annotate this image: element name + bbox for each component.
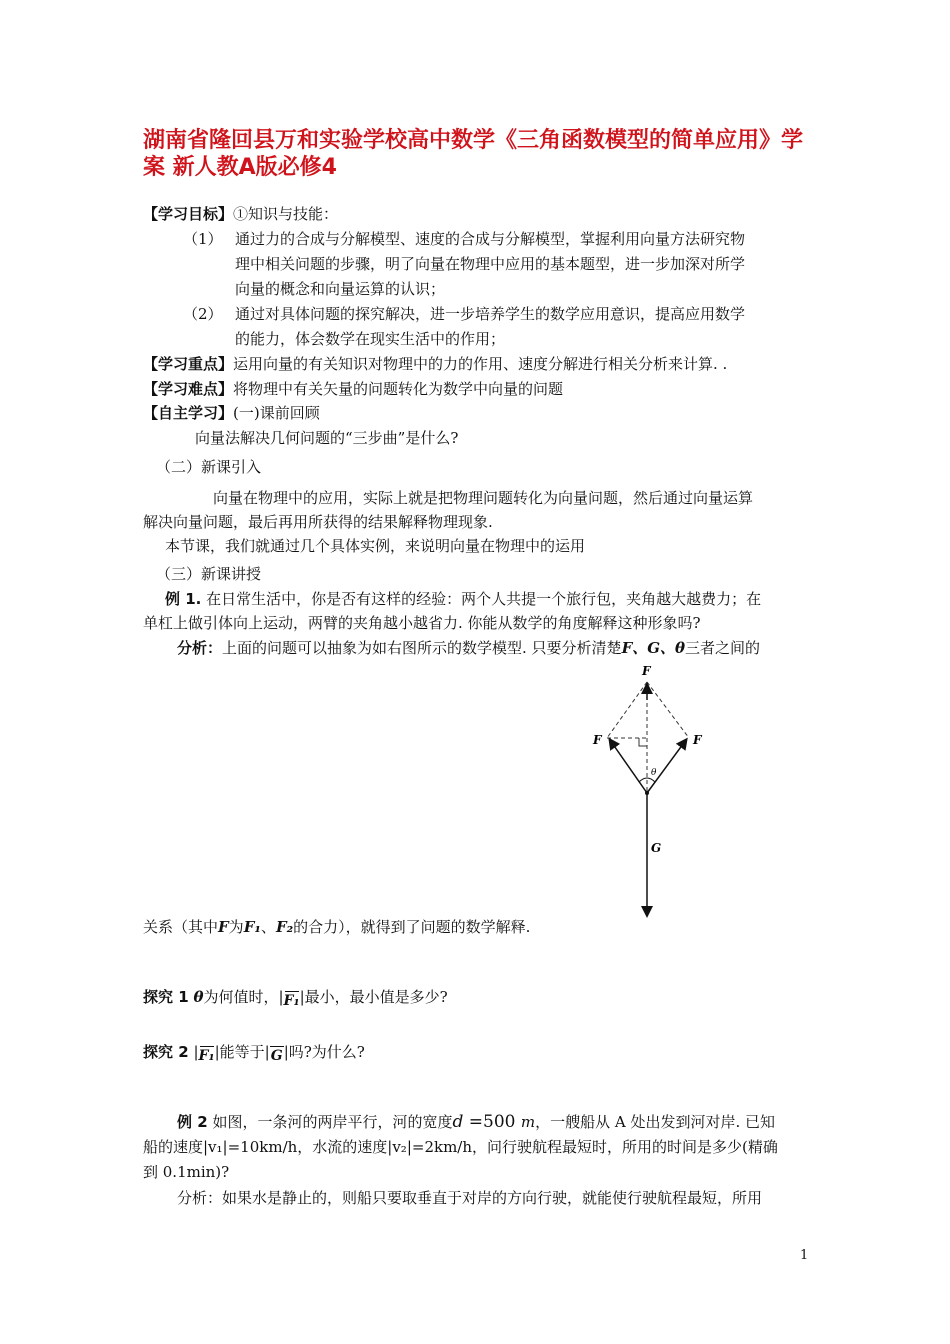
objectives-intro: ①知识与技能：	[233, 205, 339, 223]
vector-G-fraction	[270, 1044, 284, 1063]
page-number: 1	[800, 1248, 809, 1263]
cont-pre: 关系（其中	[143, 918, 219, 936]
example1-line1	[165, 587, 761, 611]
explore2-label: 探究 2	[143, 1043, 189, 1061]
objective-2-line2: 的能力，体会数学在现实生活中的作用；	[235, 330, 506, 348]
review-question: 向量法解决几何问题的“三步曲”是什么?	[195, 429, 459, 447]
force-right-arrow	[647, 740, 686, 793]
section-2-heading: （二）新课引入	[156, 458, 262, 476]
example2-line3: 到 0.1min)?	[143, 1163, 230, 1181]
example1-line2: 单杠上做引体向上运动，两臂的夹角越小越省力. 你能从数学的角度解释这种形象吗?	[143, 614, 701, 632]
doc-title-line1: 湖南省隆回县万和实验学校高中数学《三角函数模型的简单应用》学	[143, 128, 804, 153]
selfstudy-label: 【自主学习】	[143, 404, 234, 422]
objective-1-line1: 通过力的合成与分解模型、速度的合成与分解模型，掌握利用向量方法研究物	[235, 230, 746, 248]
analysis-variables: F、G、θ	[621, 639, 686, 657]
difficulty-row	[143, 377, 563, 401]
analysis-label: 分析：	[177, 639, 223, 657]
cont-F: F	[218, 918, 229, 936]
keypoint-label: 【学习重点】	[143, 355, 234, 373]
difficulty-label: 【学习难点】	[143, 380, 234, 398]
analysis-end: 三者之间的	[685, 639, 761, 657]
example2-line2: 船的速度|v₁|=10km/h，水流的速度|v₂|=2km/h，问行驶航程最短时，所用的时间是多少(精确	[143, 1138, 778, 1156]
analysis-text: 上面的问题可以抽象为如右图所示的数学模型. 只要分析清楚	[222, 639, 622, 657]
objective-2-number: （2）	[183, 305, 223, 323]
label-G: G	[651, 841, 662, 855]
selfstudy-row	[143, 401, 320, 425]
section-3-heading: （三）新课讲授	[156, 565, 262, 583]
width-unit: m	[520, 1113, 536, 1131]
width-symbol-d: d	[452, 1112, 464, 1132]
cont-mid: 为	[228, 918, 244, 936]
keypoint-row	[143, 352, 727, 376]
intro-line1: 向量在物理中的应用，实际上就是把物理问题转化为向量问题，然后通过向量运算	[213, 489, 754, 507]
example2-line1	[177, 1110, 775, 1134]
right-angle-mark	[639, 738, 647, 746]
objective-1-line3: 向量的概念和向量运算的认识；	[235, 280, 446, 298]
vector-G: G	[270, 1047, 283, 1064]
explore2-row	[143, 1040, 365, 1064]
label-left-F: F	[593, 733, 602, 747]
objective-1-line2: 理中相关问题的步骤，明了向量在物理中应用的基本题型，进一步加深对所学	[235, 255, 746, 273]
pivot-point	[645, 791, 649, 795]
intro-line2: 解决向量问题，最后再用所获得的结果解释物理现象.	[143, 513, 493, 531]
label-right-F: F	[693, 733, 702, 747]
selfstudy-part1: (一)课前回顾	[233, 404, 320, 422]
dashed-edge-right	[647, 682, 689, 738]
example1-text1: 在日常生活中，你是否有这样的经验：两个人共提一个旅行包，夹角越大越费力；在	[206, 590, 762, 608]
width-value: =500	[463, 1112, 521, 1132]
example2-label: 例 2	[177, 1113, 208, 1131]
doc-title-line2: 案 新人教A版必修4	[143, 155, 337, 180]
cont-post: 的合力），就得到了问题的数学解释.	[293, 918, 531, 936]
dashed-edge-left	[607, 682, 647, 738]
objectives-label: 【学习目标】	[143, 205, 234, 223]
vector-F1-2: F₁	[198, 1047, 215, 1064]
label-theta: θ	[651, 768, 657, 778]
difficulty-text: 将物理中有关矢量的问题转化为数学中向量的问题	[233, 380, 564, 398]
explore1-row	[143, 985, 448, 1009]
label-resultant-F: F	[642, 664, 651, 678]
example2-text-a: 如图，一条河的两岸平行，河的宽度	[212, 1113, 453, 1131]
objective-2-line1: 通过对具体问题的探究解决，进一步培养学生的数学应用意识，提高应用数学	[235, 305, 746, 323]
explore1-theta: θ	[193, 988, 204, 1006]
example1-label: 例 1.	[165, 590, 202, 608]
vector-F1-fraction	[284, 989, 300, 1008]
vector-F1-fraction-2	[199, 1044, 215, 1063]
cont-F1: F₁	[243, 918, 261, 936]
cont-F2: F₂	[275, 918, 294, 936]
example2-text-b: ，一艘船从 A 处出发到河对岸. 已知	[535, 1113, 776, 1131]
keypoint-text: 运用向量的有关知识对物理中的力的作用、速度分解进行相关分析来计算. .	[233, 355, 728, 373]
example1-analysis	[177, 636, 760, 660]
explore2-mid: |能等于|	[214, 1043, 270, 1061]
force-left-arrow	[610, 740, 647, 793]
explore1-post: |最小，最小值是多少?	[299, 988, 448, 1006]
explore2-pre: |	[193, 1043, 199, 1061]
explore1-label: 探究 1	[143, 988, 189, 1006]
objectives-row	[143, 202, 338, 226]
intro-line3: 本节课，我们就通过几个具体实例，来说明向量在物理中的运用	[165, 537, 586, 555]
example1-continuation	[143, 915, 530, 939]
vector-F1: F₁	[283, 992, 300, 1009]
explore2-post: |吗?为什么?	[283, 1043, 365, 1061]
objective-1-number: （1）	[183, 230, 223, 248]
example2-analysis: 分析：如果水是静止的，则船只要取垂直于对岸的方向行驶，就能使行驶航程最短，所用	[177, 1189, 763, 1207]
explore1-pre: 为何值时，|	[203, 988, 284, 1006]
force-diagram	[585, 660, 715, 922]
cont-sep: 、	[260, 918, 276, 936]
